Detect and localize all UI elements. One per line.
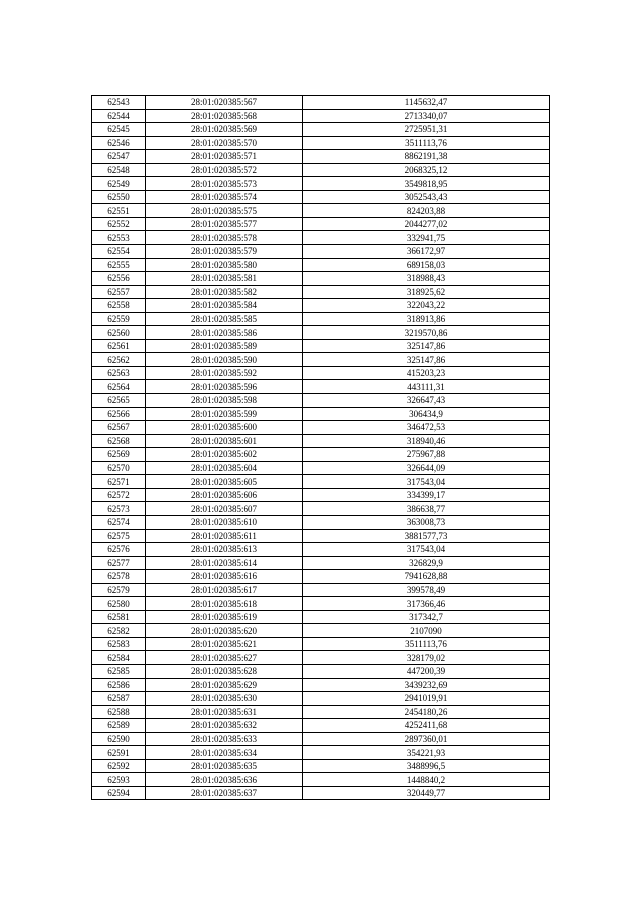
cadastral-number-cell: 28:01:020385:569 <box>146 123 303 137</box>
value-cell: 317342,7 <box>303 610 550 624</box>
row-number-cell: 62580 <box>92 597 146 611</box>
value-cell: 3219570,86 <box>303 326 550 340</box>
table-row <box>92 678 550 692</box>
row-number-cell: 62587 <box>92 692 146 706</box>
value-cell: 317543,04 <box>303 543 550 557</box>
cadastral-number-cell: 28:01:020385:578 <box>146 231 303 245</box>
table-row <box>92 759 550 773</box>
table-row <box>92 272 550 286</box>
cadastral-number-cell: 28:01:020385:630 <box>146 692 303 706</box>
row-number-cell: 62573 <box>92 502 146 516</box>
value-cell: 1145632,47 <box>303 96 550 110</box>
value-cell: 317543,04 <box>303 475 550 489</box>
cadastral-number-cell: 28:01:020385:577 <box>146 217 303 231</box>
cadastral-number-cell: 28:01:020385:571 <box>146 150 303 164</box>
table-row <box>92 543 550 557</box>
row-number-cell: 62562 <box>92 353 146 367</box>
row-number-cell: 62560 <box>92 326 146 340</box>
value-cell: 386638,77 <box>303 502 550 516</box>
cadastral-number-cell: 28:01:020385:596 <box>146 380 303 394</box>
cadastral-number-cell: 28:01:020385:581 <box>146 272 303 286</box>
row-number-cell: 62576 <box>92 543 146 557</box>
row-number-cell: 62543 <box>92 96 146 110</box>
value-cell: 2107090 <box>303 624 550 638</box>
table-row <box>92 217 550 231</box>
value-cell: 332941,75 <box>303 231 550 245</box>
value-cell: 824203,88 <box>303 204 550 218</box>
row-number-cell: 62551 <box>92 204 146 218</box>
value-cell: 325147,86 <box>303 339 550 353</box>
cadastral-number-cell: 28:01:020385:575 <box>146 204 303 218</box>
row-number-cell: 62582 <box>92 624 146 638</box>
cadastral-number-cell: 28:01:020385:568 <box>146 109 303 123</box>
value-cell: 443111,31 <box>303 380 550 394</box>
cadastral-number-cell: 28:01:020385:616 <box>146 570 303 584</box>
table-row <box>92 461 550 475</box>
value-cell: 318925,62 <box>303 285 550 299</box>
value-cell: 326647,43 <box>303 394 550 408</box>
value-cell: 7941628,88 <box>303 570 550 584</box>
value-cell: 3488996,5 <box>303 759 550 773</box>
cadastral-number-cell: 28:01:020385:582 <box>146 285 303 299</box>
value-cell: 363008,73 <box>303 515 550 529</box>
table-row <box>92 421 550 435</box>
row-number-cell: 62588 <box>92 705 146 719</box>
table-row <box>92 705 550 719</box>
value-cell: 4252411,68 <box>303 719 550 733</box>
row-number-cell: 62565 <box>92 394 146 408</box>
row-number-cell: 62544 <box>92 109 146 123</box>
row-number-cell: 62546 <box>92 136 146 150</box>
value-cell: 2454180,26 <box>303 705 550 719</box>
row-number-cell: 62552 <box>92 217 146 231</box>
table-row <box>92 773 550 787</box>
table-row <box>92 488 550 502</box>
table-row <box>92 529 550 543</box>
value-cell: 447200,39 <box>303 664 550 678</box>
row-number-cell: 62563 <box>92 366 146 380</box>
value-cell: 689158,03 <box>303 258 550 272</box>
table-row <box>92 96 550 110</box>
value-cell: 306434,9 <box>303 407 550 421</box>
row-number-cell: 62568 <box>92 434 146 448</box>
cadastral-number-cell: 28:01:020385:572 <box>146 163 303 177</box>
cadastral-value-table <box>91 95 550 800</box>
cadastral-number-cell: 28:01:020385:627 <box>146 651 303 665</box>
table-row <box>92 448 550 462</box>
cadastral-number-cell: 28:01:020385:634 <box>146 746 303 760</box>
value-cell: 1448840,2 <box>303 773 550 787</box>
row-number-cell: 62545 <box>92 123 146 137</box>
row-number-cell: 62550 <box>92 190 146 204</box>
cadastral-number-cell: 28:01:020385:605 <box>146 475 303 489</box>
cadastral-number-cell: 28:01:020385:567 <box>146 96 303 110</box>
table-row <box>92 312 550 326</box>
table-row <box>92 231 550 245</box>
cadastral-number-cell: 28:01:020385:633 <box>146 732 303 746</box>
value-cell: 415203,23 <box>303 366 550 380</box>
cadastral-number-cell: 28:01:020385:600 <box>146 421 303 435</box>
table-row <box>92 597 550 611</box>
row-number-cell: 62570 <box>92 461 146 475</box>
cadastral-number-cell: 28:01:020385:599 <box>146 407 303 421</box>
row-number-cell: 62555 <box>92 258 146 272</box>
row-number-cell: 62585 <box>92 664 146 678</box>
table-row <box>92 394 550 408</box>
table-row <box>92 610 550 624</box>
value-cell: 3881577,73 <box>303 529 550 543</box>
cadastral-number-cell: 28:01:020385:617 <box>146 583 303 597</box>
cadastral-number-cell: 28:01:020385:580 <box>146 258 303 272</box>
value-cell: 318940,46 <box>303 434 550 448</box>
value-cell: 318913,86 <box>303 312 550 326</box>
row-number-cell: 62572 <box>92 488 146 502</box>
value-cell: 2068325,12 <box>303 163 550 177</box>
value-cell: 325147,86 <box>303 353 550 367</box>
row-number-cell: 62575 <box>92 529 146 543</box>
row-number-cell: 62593 <box>92 773 146 787</box>
table-row <box>92 285 550 299</box>
row-number-cell: 62592 <box>92 759 146 773</box>
cadastral-number-cell: 28:01:020385:585 <box>146 312 303 326</box>
cadastral-number-cell: 28:01:020385:598 <box>146 394 303 408</box>
row-number-cell: 62554 <box>92 245 146 259</box>
row-number-cell: 62583 <box>92 637 146 651</box>
row-number-cell: 62574 <box>92 515 146 529</box>
row-number-cell: 62594 <box>92 786 146 800</box>
row-number-cell: 62584 <box>92 651 146 665</box>
row-number-cell: 62591 <box>92 746 146 760</box>
cadastral-number-cell: 28:01:020385:613 <box>146 543 303 557</box>
table-row <box>92 366 550 380</box>
table-row <box>92 475 550 489</box>
cadastral-number-cell: 28:01:020385:636 <box>146 773 303 787</box>
table-row <box>92 353 550 367</box>
value-cell: 320449,77 <box>303 786 550 800</box>
value-cell: 346472,53 <box>303 421 550 435</box>
row-number-cell: 62579 <box>92 583 146 597</box>
cadastral-number-cell: 28:01:020385:573 <box>146 177 303 191</box>
value-cell: 318988,43 <box>303 272 550 286</box>
cadastral-number-cell: 28:01:020385:629 <box>146 678 303 692</box>
cadastral-number-cell: 28:01:020385:604 <box>146 461 303 475</box>
row-number-cell: 62566 <box>92 407 146 421</box>
value-cell: 3549818,95 <box>303 177 550 191</box>
value-cell: 334399,17 <box>303 488 550 502</box>
table-row <box>92 692 550 706</box>
value-cell: 317366,46 <box>303 597 550 611</box>
cadastral-number-cell: 28:01:020385:607 <box>146 502 303 516</box>
cadastral-number-cell: 28:01:020385:632 <box>146 719 303 733</box>
value-cell: 2044277,02 <box>303 217 550 231</box>
table-row <box>92 326 550 340</box>
cadastral-number-cell: 28:01:020385:620 <box>146 624 303 638</box>
table-row <box>92 380 550 394</box>
row-number-cell: 62549 <box>92 177 146 191</box>
cadastral-number-cell: 28:01:020385:584 <box>146 299 303 313</box>
row-number-cell: 62561 <box>92 339 146 353</box>
value-cell: 399578,49 <box>303 583 550 597</box>
row-number-cell: 62564 <box>92 380 146 394</box>
row-number-cell: 62577 <box>92 556 146 570</box>
row-number-cell: 62569 <box>92 448 146 462</box>
table-body <box>92 96 550 800</box>
value-cell: 366172,97 <box>303 245 550 259</box>
table-row <box>92 570 550 584</box>
table-row <box>92 136 550 150</box>
value-cell: 3511113,76 <box>303 637 550 651</box>
value-cell: 3511113,76 <box>303 136 550 150</box>
table-row <box>92 746 550 760</box>
cadastral-number-cell: 28:01:020385:621 <box>146 637 303 651</box>
row-number-cell: 62558 <box>92 299 146 313</box>
cadastral-number-cell: 28:01:020385:635 <box>146 759 303 773</box>
table-row <box>92 109 550 123</box>
table-row <box>92 190 550 204</box>
table-row <box>92 299 550 313</box>
table-row <box>92 150 550 164</box>
table-row <box>92 258 550 272</box>
value-cell: 3439232,69 <box>303 678 550 692</box>
value-cell: 326829,9 <box>303 556 550 570</box>
value-cell: 275967,88 <box>303 448 550 462</box>
table-row <box>92 624 550 638</box>
row-number-cell: 62581 <box>92 610 146 624</box>
value-cell: 3052543,43 <box>303 190 550 204</box>
cadastral-number-cell: 28:01:020385:619 <box>146 610 303 624</box>
table-row <box>92 123 550 137</box>
value-cell: 328179,02 <box>303 651 550 665</box>
cadastral-number-cell: 28:01:020385:579 <box>146 245 303 259</box>
value-cell: 322043,22 <box>303 299 550 313</box>
table-row <box>92 664 550 678</box>
row-number-cell: 62589 <box>92 719 146 733</box>
table-row <box>92 434 550 448</box>
cadastral-number-cell: 28:01:020385:618 <box>146 597 303 611</box>
row-number-cell: 62557 <box>92 285 146 299</box>
row-number-cell: 62547 <box>92 150 146 164</box>
row-number-cell: 62553 <box>92 231 146 245</box>
table-row <box>92 556 550 570</box>
table-row <box>92 163 550 177</box>
row-number-cell: 62567 <box>92 421 146 435</box>
value-cell: 326644,09 <box>303 461 550 475</box>
value-cell: 2941019,91 <box>303 692 550 706</box>
value-cell: 2713340,07 <box>303 109 550 123</box>
table-row <box>92 651 550 665</box>
table-row <box>92 502 550 516</box>
table-row <box>92 204 550 218</box>
cadastral-number-cell: 28:01:020385:631 <box>146 705 303 719</box>
cadastral-number-cell: 28:01:020385:574 <box>146 190 303 204</box>
table-row <box>92 407 550 421</box>
cadastral-number-cell: 28:01:020385:610 <box>146 515 303 529</box>
table-row <box>92 637 550 651</box>
table-row <box>92 515 550 529</box>
cadastral-number-cell: 28:01:020385:601 <box>146 434 303 448</box>
cadastral-number-cell: 28:01:020385:614 <box>146 556 303 570</box>
cadastral-number-cell: 28:01:020385:586 <box>146 326 303 340</box>
row-number-cell: 62578 <box>92 570 146 584</box>
value-cell: 2725951,31 <box>303 123 550 137</box>
row-number-cell: 62571 <box>92 475 146 489</box>
table-row <box>92 177 550 191</box>
table-row <box>92 719 550 733</box>
row-number-cell: 62556 <box>92 272 146 286</box>
row-number-cell: 62559 <box>92 312 146 326</box>
cadastral-number-cell: 28:01:020385:592 <box>146 366 303 380</box>
row-number-cell: 62586 <box>92 678 146 692</box>
row-number-cell: 62590 <box>92 732 146 746</box>
value-cell: 8862191,38 <box>303 150 550 164</box>
row-number-cell: 62548 <box>92 163 146 177</box>
cadastral-number-cell: 28:01:020385:628 <box>146 664 303 678</box>
table-row <box>92 339 550 353</box>
cadastral-number-cell: 28:01:020385:589 <box>146 339 303 353</box>
cadastral-number-cell: 28:01:020385:590 <box>146 353 303 367</box>
cadastral-number-cell: 28:01:020385:637 <box>146 786 303 800</box>
table-row <box>92 732 550 746</box>
value-cell: 2897360,01 <box>303 732 550 746</box>
table-row <box>92 786 550 800</box>
table-row <box>92 583 550 597</box>
cadastral-number-cell: 28:01:020385:606 <box>146 488 303 502</box>
cadastral-number-cell: 28:01:020385:611 <box>146 529 303 543</box>
cadastral-number-cell: 28:01:020385:570 <box>146 136 303 150</box>
cadastral-number-cell: 28:01:020385:602 <box>146 448 303 462</box>
table-row <box>92 245 550 259</box>
value-cell: 354221,93 <box>303 746 550 760</box>
